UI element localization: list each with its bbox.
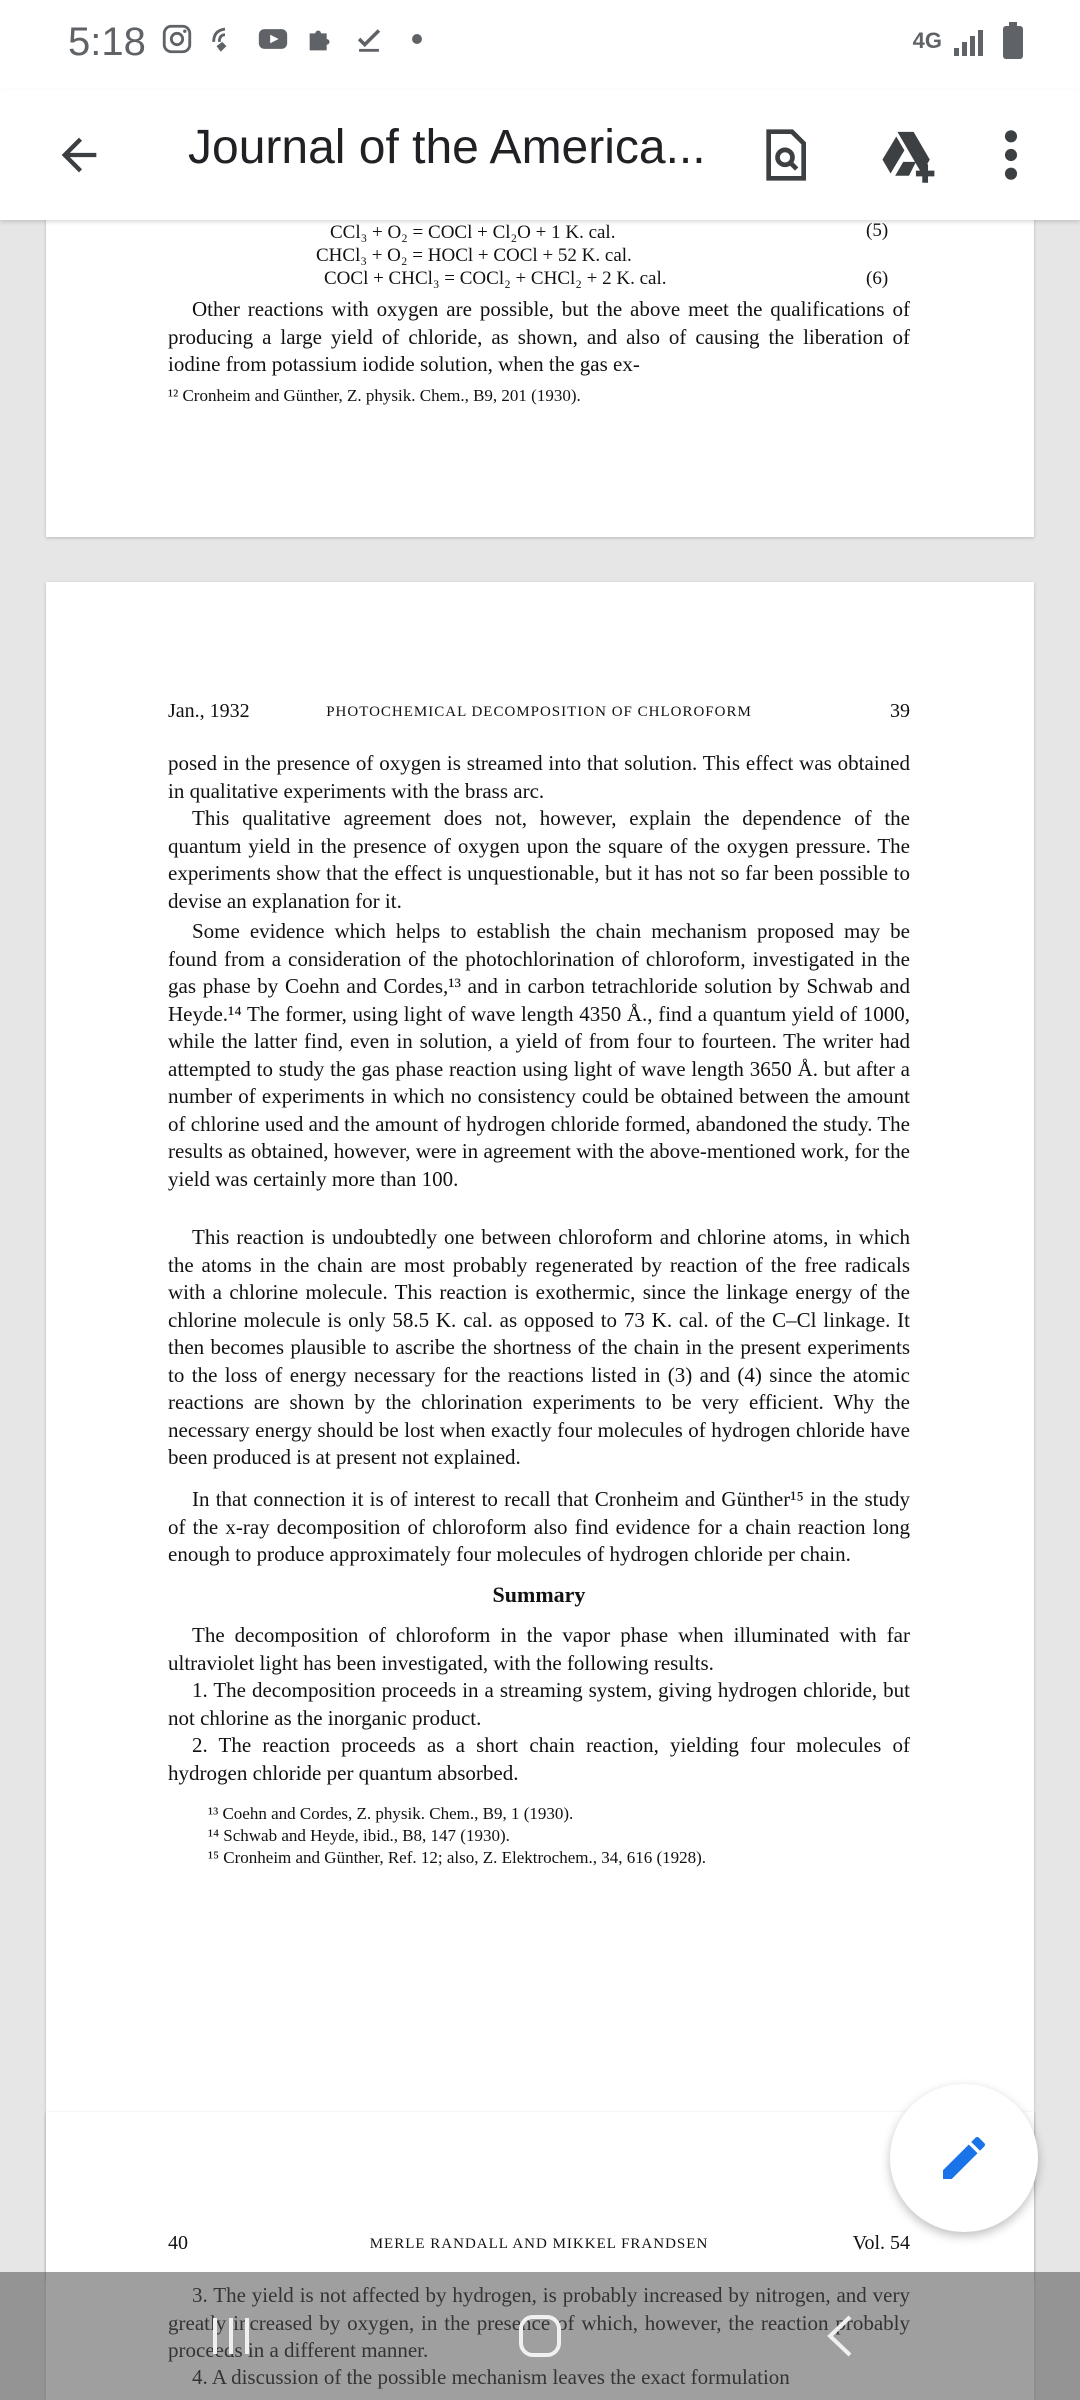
add-to-drive-button[interactable]: [872, 118, 946, 192]
network-type: 4G: [912, 28, 942, 53]
download-done-icon: [352, 22, 386, 56]
signal-icon: [952, 24, 992, 58]
find-in-page-icon: [757, 127, 813, 183]
app-bar: [0, 90, 1080, 220]
equation-5: CCl₃ + O₂ = COCl + Cl₂O + 1 K. cal.: [330, 222, 616, 243]
running-head-date: Jan., 1932: [168, 700, 250, 722]
pdf-page-39: [46, 582, 1034, 2282]
paragraph: This reaction is undoubtedly one between chloroform and chlorine atoms, in which the atoms in the chain are most probably regenerated by reaction of the free radicals with a chlorine molecule. This reaction is exothermic, since the linkage energy of the chlorine molecule is only 58.5 K. cal. as opposed to 73 K. cal. of the C–Cl linkage. It then becomes plausible to ascribe the shortness of the chain in the present experiments to the loss of energy necessary for the reactions listed in (3) and (4) since the atomic reactions are shown by the chlorination experiments to be very efficient. Why the necessary energy should be lost when exactly four molecules of hydrogen chloride have been produced is at present not explained.: [168, 1225, 910, 1469]
section-heading-summary: Summary: [492, 1582, 586, 1607]
wifi-call-icon: [208, 22, 242, 56]
recents-button[interactable]: [196, 2300, 268, 2372]
footnote-13: ¹³ Coehn and Cordes, Z. physik. Chem., B9, 1 (1930).: [208, 1804, 574, 1823]
puzzle-icon: [304, 22, 338, 56]
footnote-12: ¹² Cronheim and Günther, Z. physik. Chem., B9, 201 (1930).: [168, 386, 581, 405]
youtube-icon: [256, 22, 290, 56]
paragraph: In that connection it is of interest to recall that Cronheim and Günther¹⁵ in the study of the x-ray decomposition of chloroform also find evidence for a chain reaction long enough to produce approximately four molecules of hydrogen chloride per chain.: [168, 1487, 910, 1566]
edit-pencil-icon: [936, 2130, 992, 2186]
notification-icons: [160, 22, 434, 56]
edit-fab-button[interactable]: [890, 2084, 1038, 2232]
equation-number: (6): [866, 268, 889, 289]
paragraph: posed in the presence of oxygen is streamed into that solution. This effect was obtained in qualitative experiments with the brass arc.: [168, 751, 910, 803]
dot-icon: [400, 22, 434, 56]
more-options-button[interactable]: [986, 118, 1036, 192]
back-button[interactable]: [44, 120, 114, 190]
footnote-15: ¹⁵ Cronheim and Günther, Ref. 12; also, Z. Elektrochem., 34, 616 (1928).: [208, 1848, 707, 1867]
status-bar: [0, 0, 1080, 90]
find-in-page-button[interactable]: [748, 118, 822, 192]
nav-back-button[interactable]: [804, 2300, 876, 2372]
document-title: Journal of the America...: [188, 121, 706, 174]
page-number: 40: [168, 2232, 188, 2254]
add-to-drive-icon: [879, 127, 939, 183]
battery-icon: [1002, 22, 1024, 60]
home-icon: [515, 2311, 565, 2361]
paragraph: Some evidence which helps to establish the chain mechanism proposed may be found from a consideration of the photochlorination of chloroform, investigated in the gas phase by Coehn and Cordes,¹³ and in carbon tetrachloride solution by Schwab and Heyde.¹⁴ The former, using light of wave length 4350 Å., find a quantum yield of 1000, while the latter find, even in solution, a yield of from four to fourteen. The writer had attempted to study the gas phase reaction using light of wave length 3650 Å. but after a number of experiments in which no consistency could be obtained between the amount of chlorine used and the amount of hydrogen chloride formed, abandoned the study. The results as obtained, however, were in agreement with the above-mentioned work, for the yield was certainly more than 100.: [168, 919, 910, 1191]
home-button[interactable]: [504, 2300, 576, 2372]
recents-icon: [207, 2314, 257, 2358]
pdf-page-38: [46, 220, 1034, 537]
equation: CHCl₃ + O₂ = HOCl + COCl + 52 K. cal.: [316, 245, 632, 266]
status-time: 5:18: [68, 20, 146, 64]
equation-6: COCl + CHCl₃ = COCl₂ + CHCl₂ + 2 K. cal.: [324, 268, 667, 289]
paragraph: The decomposition of chloroform in the vapor phase when illuminated with far ultraviolet light has been investigated, with the following results.: [168, 1623, 910, 1675]
arrow-back-icon: [53, 129, 105, 181]
footnote-14: ¹⁴ Schwab and Heyde, ibid., B8, 147 (1930).: [208, 1826, 510, 1845]
running-head-authors: MERLE RANDALL AND MIKKEL FRANDSEN: [369, 2236, 709, 2252]
system-icons: [913, 22, 1024, 60]
more-vert-icon: [1001, 127, 1021, 183]
back-icon: [820, 2311, 860, 2361]
system-nav-bar: [0, 2272, 1080, 2400]
page-number: 39: [890, 700, 910, 722]
equation-number: (5): [866, 220, 889, 241]
summary-item-1: 1. The decomposition proceeds in a streaming system, giving hydrogen chloride, but not chlorine as the inorganic product.: [168, 1678, 910, 1730]
paragraph: This qualitative agreement does not, however, explain the dependence of the quantum yield in the presence of oxygen upon the square of the oxygen pressure. The experiments show that the effect is unquestionable, but it has not so far been possible to devise an explanation for it.: [168, 806, 910, 913]
instagram-icon: [160, 22, 194, 56]
summary-item-2: 2. The reaction proceeds as a short chain reaction, yielding four molecules of hydrogen chloride per quantum absorbed.: [168, 1733, 910, 1785]
pdf-viewer[interactable]: [0, 220, 1080, 2400]
running-head-title: PHOTOCHEMICAL DECOMPOSITION OF CHLOROFORM: [326, 704, 752, 720]
paragraph: Other reactions with oxygen are possible, but the above meet the qualifications of producing a large yield of chloride, as shown, and also of causing the liberation of iodine from potassium iodide solution, when the gas ex-: [168, 297, 910, 376]
running-head-volume: Vol. 54: [852, 2232, 910, 2254]
